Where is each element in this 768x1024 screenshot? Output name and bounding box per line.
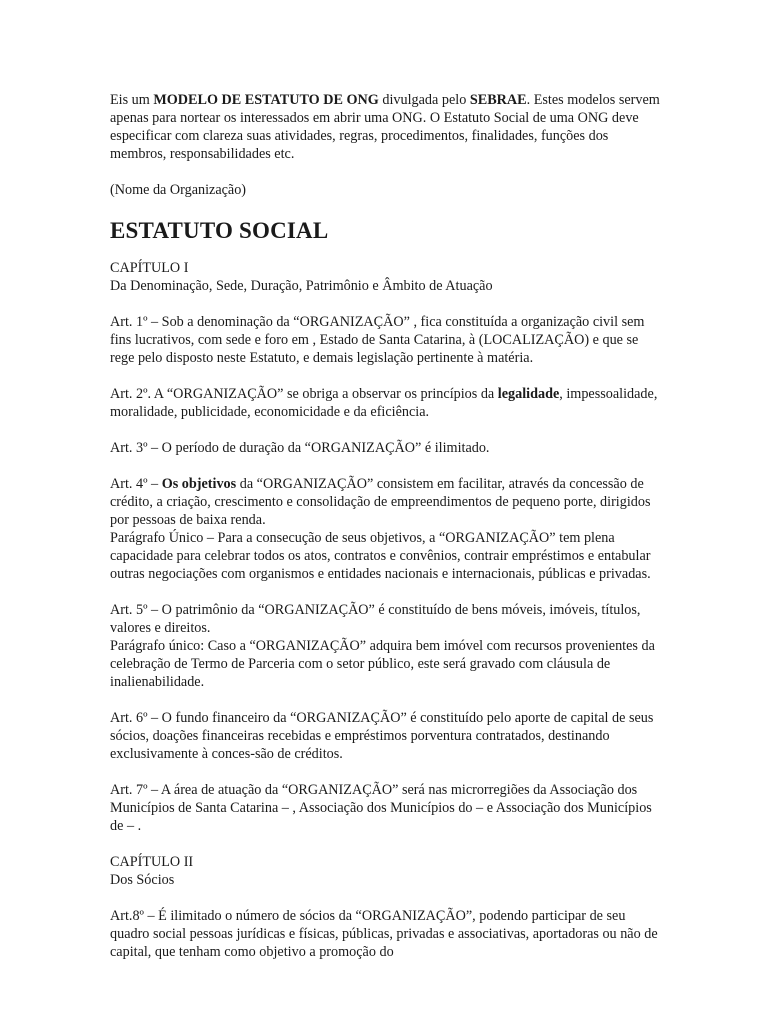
chapter-heading: CAPÍTULO I: [110, 260, 189, 276]
chapter-heading: CAPÍTULO II: [110, 854, 194, 870]
article-2: Art. 2º. A “ORGANIZAÇÃO” se obriga a observar os princípios da legalidade, impessoalidade, moralidade, publicidade, economicidade e da eficiência.: [110, 386, 658, 420]
intro-paragraph: [110, 91, 660, 163]
intro-text: . Estes modelos servem apenas para nortear os interessados em abrir uma ONG. O Estatuto Social de uma ONG deve especificar com clareza suas atividades, regras, procedimentos, finalidades, funções dos membros, responsabilidades etc.: [110, 92, 660, 162]
article-5-paragrafo: Parágrafo único: Caso a “ORGANIZAÇÃO” adquira bem imóvel com recursos provenientes da celebração de Termo de Parceria com o setor público, este será gravado com cláusula de inalienabilidade.: [110, 638, 655, 690]
article-4-paragrafo: Parágrafo Único – Para a consecução de seus objetivos, a “ORGANIZAÇÃO” tem plena capacidade para celebrar todos os atos, contratos e convênios, contrair empréstimos e entabular outras negociações com organismos e entidades nacionais e internacionais, públicas e privadas.: [110, 530, 651, 582]
article-1: Art. 1º – Sob a denominação da “ORGANIZAÇÃO” , fica constituída a organização civil sem fins lucrativos, com sede e foro em , Estado de Santa Catarina, à (LOCALIZAÇÃO) e que se rege pelo disposto neste Estatuto, e demais legislação pertinente à matéria.: [110, 314, 645, 366]
chapter-1: [110, 259, 660, 295]
intro-bold-model: MODELO DE ESTATUTO DE ONG: [153, 92, 379, 108]
chapter-2: [110, 853, 660, 889]
chapter-subheading: Da Denominação, Sede, Duração, Patrimônio e Âmbito de Atuação: [110, 278, 493, 294]
article-4: Art. 4º – Os objetivos da “ORGANIZAÇÃO” consistem em facilitar, através da concessão de crédito, a criação, crescimento e consolidação de empreendimentos de pequeno porte, dirigidos por pessoas de baixa renda. Parágrafo Único – Para a consecução de seus objetivos, a “ORGANIZAÇÃO” tem plena capacidade para celebrar todos os atos, contratos e convênios, contrair empréstimos e entabular outras negociações com organismos e entidades nacionais e internacionais, públicas e privadas.: [110, 475, 660, 583]
organization-name: (Nome da Organização): [110, 182, 247, 198]
bold-legalidade: legalidade: [497, 386, 560, 402]
document-page: [110, 91, 660, 961]
intro-text: divulgada pelo: [378, 92, 470, 108]
chapter-subheading: Dos Sócios: [110, 872, 175, 888]
article-8: Art.8º – É ilimitado o número de sócios da “ORGANIZAÇÃO”, podendo participar de seu quadro social pessoas jurídicas e físicas, públicas, privadas e associativas, aportadoras ou não de capital, que tenham como objetivo a promoção do: [110, 908, 658, 960]
article-5: Art. 5º – O patrimônio da “ORGANIZAÇÃO” é constituído de bens móveis, imóveis, títulos, valores e direitos. Parágrafo único: Caso a “ORGANIZAÇÃO” adquira bem imóvel com recursos provenientes da celebração de Termo de Parceria com o setor público, este será gravado com cláusula de inalienabilidade.: [110, 601, 660, 691]
intro-bold-sebrae: SEBRAE: [469, 92, 527, 108]
bold-objetivos: Os objetivos: [161, 476, 237, 492]
article-6: Art. 6º – O fundo financeiro da “ORGANIZAÇÃO” é constituído pelo aporte de capital de seus sócios, doações financeiras recebidas e empréstimos porventura contratados, destinando exclusivamente à conces-são de créditos.: [110, 710, 654, 762]
article-7: Art. 7º – A área de atuação da “ORGANIZAÇÃO” será nas microrregiões da Associação dos Municípios de Santa Catarina – , Associação dos Municípios do – e Associação dos Municípios de – .: [110, 782, 652, 834]
intro-text: Eis um: [110, 92, 154, 108]
article-3: Art. 3º – O período de duração da “ORGANIZAÇÃO” é ilimitado.: [110, 440, 490, 456]
document-title: ESTATUTO SOCIAL: [110, 218, 329, 243]
